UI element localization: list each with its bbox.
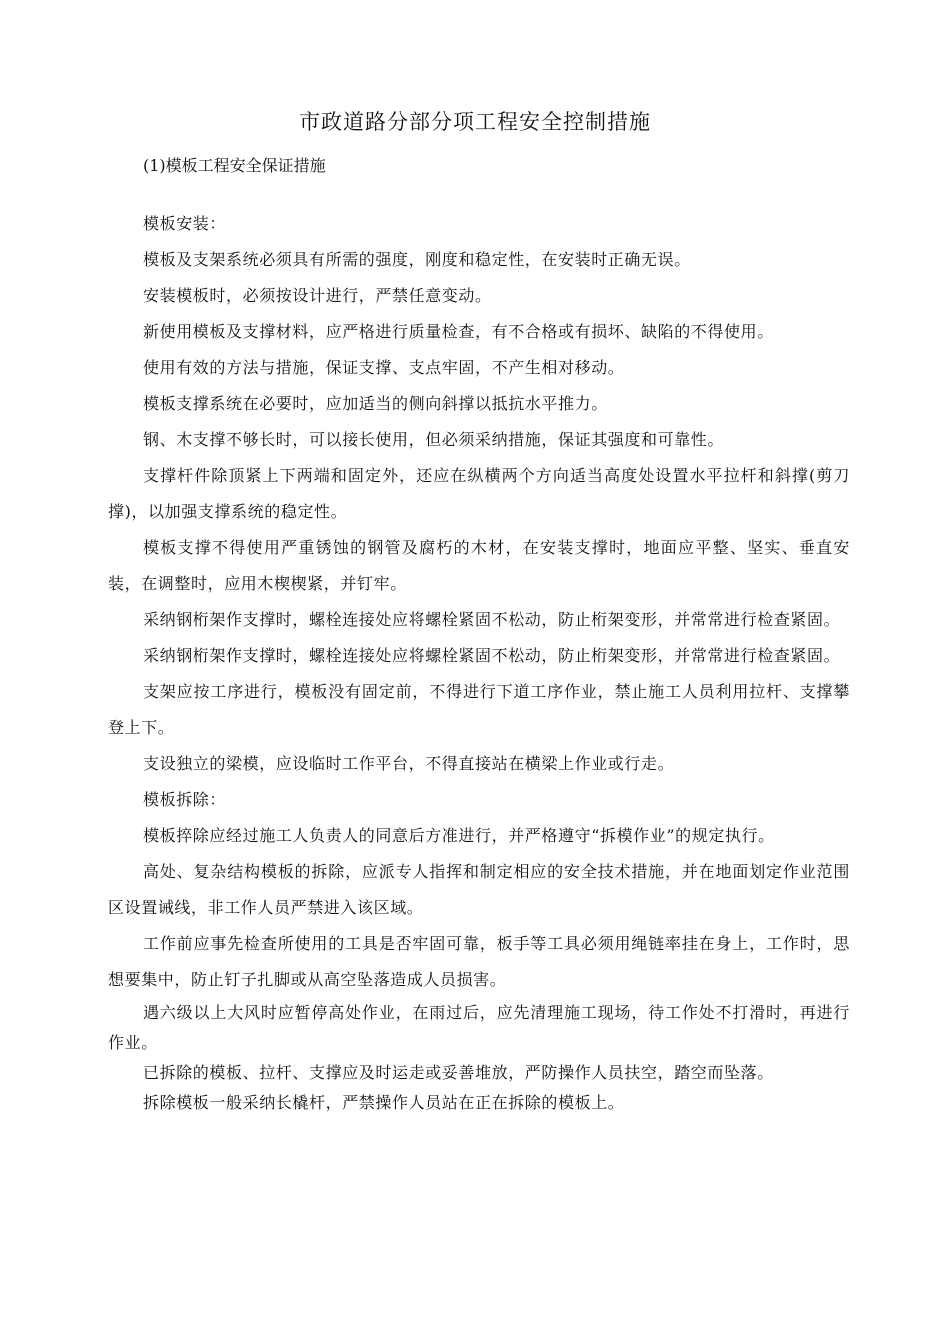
paragraph: 安装模板时，必须按设计进行，严禁任意变动。 — [143, 286, 492, 305]
paragraph: 模板支撑不得使用严重锈蚀的钢管及腐朽的木材，在安装支撑时，地面应平整、坚实、垂直安装，在调整时，应用木楔楔紧，并钉牢。 — [108, 538, 850, 593]
paragraph: 工作前应事先检查所使用的工具是否牢固可靠，板手等工具必须用绳链率挂在身上，工作时，思想要集中，防止钉子扎脚或从高空坠落造成人员损害。 — [108, 934, 850, 989]
paragraph: 采纳钢桁架作支撑时，螺栓连接处应将螺栓紧固不松动，防止桁架变形，并常常进行检查紧固。 — [143, 646, 841, 665]
paragraph: 采纳钢桁架作支撑时，螺栓连接处应将螺栓紧固不松动，防止桁架变形，并常常进行检查紧固。 — [143, 610, 841, 629]
paragraph: 支架应按工序进行，模板没有固定前，不得进行下道工序作业，禁止施工人员利用拉杆、支撑攀登上下。 — [108, 682, 850, 737]
paragraph: 新使用模板及支撑材料，应严格进行质量检查，有不合格或有损坏、缺陷的不得使用。 — [143, 322, 774, 341]
paragraph: 高处、复杂结构模板的拆除，应派专人指挥和制定相应的安全技术措施，并在地面划定作业范围区设置诫线，非工作人员严禁进入该区域。 — [108, 862, 850, 917]
paragraph: 模板拆除： — [143, 790, 227, 809]
paragraph: 模板及支架系统必须具有所需的强度，刚度和稳定性，在安装时正确无误。 — [143, 250, 691, 269]
paragraph: 模板安装： — [143, 214, 227, 233]
paragraph: 已拆除的模板、拉杆、支撑应及时运走或妥善堆放，严防操作人员扶空，踏空而坠落。 — [143, 1063, 774, 1082]
document-title: 市政道路分部分项工程安全控制措施 — [299, 110, 651, 134]
paragraph: 支撑杆件除顶紧上下两端和固定外，还应在纵横两个方向适当高度处设置水平拉杆和斜撑(剪刀撑)，以加强支撑系统的稳定性。 — [108, 466, 850, 521]
paragraph: 使用有效的方法与措施，保证支撑、支点牢固，不产生相对移动。 — [143, 358, 625, 377]
document-body — [108, 206, 850, 1118]
paragraph: 模板捽除应经过施工人负责人的同意后方准进行，并严格遵守“拆模作业”的规定执行。 — [143, 826, 775, 845]
paragraph: 支设独立的梁模，应设临时工作平台，不得直接站在横梁上作业或行走。 — [143, 754, 675, 773]
section-heading: (1)模板工程安全保证措施 — [143, 156, 326, 175]
paragraph: 拆除模板一般采纳长橇杆，严禁操作人员站在正在拆除的模板上。 — [143, 1093, 625, 1112]
paragraph: 模板支撑系统在必要时，应加适当的侧向斜撑以抵抗水平推力。 — [143, 394, 608, 413]
paragraph: 钢、木支撑不够长时，可以接长使用，但必须采纳措施，保证其强度和可靠性。 — [143, 430, 725, 449]
paragraph: 遇六级以上大风时应暂停高处作业，在雨过后，应先清理施工现场，待工作处不打滑时，再进行作业。 — [108, 1003, 850, 1052]
